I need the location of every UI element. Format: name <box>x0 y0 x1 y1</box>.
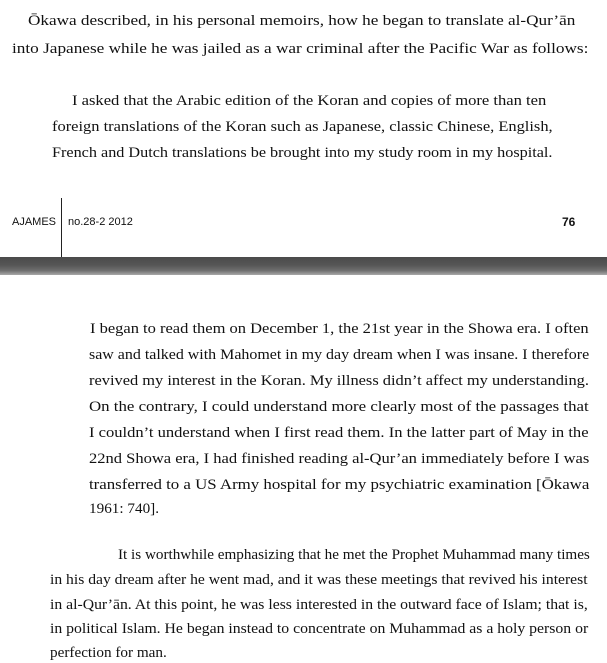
body-text-line: into Japanese while he was jailed as a war criminal after the Pacific War as follows: <box>12 40 589 57</box>
body-text-line: perfection for man. <box>50 644 167 661</box>
block-quote-line: I began to read them on December 1, the 21st year in the Showa era. I often <box>90 320 589 337</box>
body-text-line: It is worthwhile emphasizing that he met the Prophet Muhammad many times <box>118 546 590 563</box>
journal-name: AJAMES <box>12 216 57 228</box>
block-quote-line: foreign translations of the Koran such as Japanese, classic Chinese, English, <box>52 118 553 135</box>
body-text-line: in his day dream after he went mad, and it was these meetings that revived his interest <box>50 571 588 588</box>
block-quote-line: I couldn’t understand when I first read them. In the latter part of May in the <box>89 424 589 441</box>
footer-divider <box>61 198 62 258</box>
block-quote-line: revived my interest in the Koran. My illness didn’t affect my understanding. <box>89 372 589 389</box>
block-quote-line: 1961: 740]. <box>89 500 160 517</box>
body-text-line: in al-Qur’ān. At this point, he was less interested in the outward face of Islam; that is, <box>50 596 588 613</box>
page-number: 76 <box>562 215 576 229</box>
block-quote-line: 22nd Showa era, I had finished reading al-Qur’an immediately before I was <box>89 450 590 467</box>
page-separator <box>0 257 607 275</box>
block-quote-line: I asked that the Arabic edition of the Koran and copies of more than ten <box>72 92 547 109</box>
body-text-line: Ōkawa described, in his personal memoirs, how he began to translate al-Qur’ān <box>28 12 576 29</box>
block-quote-line: transferred to a US Army hospital for my psychiatric examination [Ōkawa <box>89 476 590 493</box>
block-quote-line: saw and talked with Mahomet in my day dream when I was insane. I therefore <box>89 346 590 363</box>
block-quote-line: On the contrary, I could understand more clearly most of the passages that <box>89 398 589 415</box>
body-text-line: in political Islam. He began instead to concentrate on Muhammad as a holy person or <box>50 620 589 637</box>
block-quote-line: French and Dutch translations be brought into my study room in my hospital. <box>52 144 553 161</box>
issue-info: no.28-2 2012 <box>68 216 133 228</box>
